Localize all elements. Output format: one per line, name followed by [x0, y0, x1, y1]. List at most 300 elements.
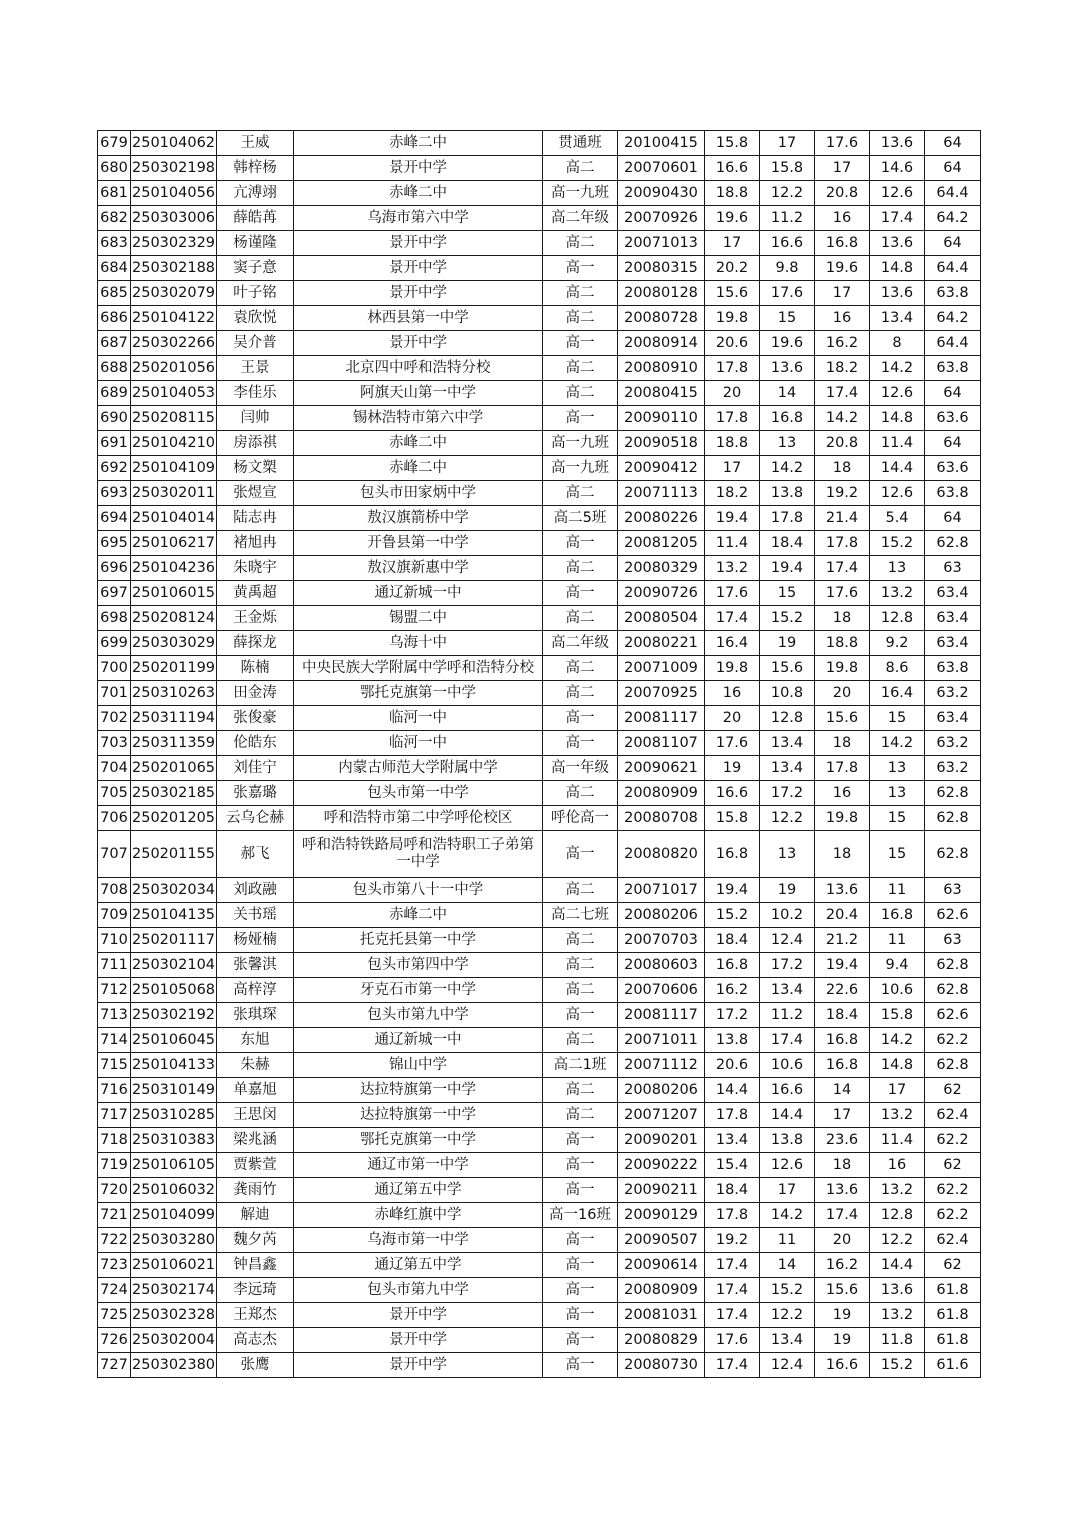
score-2-cell: 17.2 [760, 781, 815, 806]
score-1-cell: 17.8 [705, 1203, 760, 1228]
school-cell: 赤峰二中 [294, 181, 543, 206]
table-row [98, 1103, 981, 1128]
id-cell: 250106045 [131, 1028, 217, 1053]
id-cell: 250303006 [131, 206, 217, 231]
table-row [98, 1278, 981, 1303]
score-2-cell: 17 [760, 1178, 815, 1203]
birthdate-cell: 20080910 [618, 356, 705, 381]
score-1-cell: 17.6 [705, 731, 760, 756]
score-1-cell: 18.2 [705, 481, 760, 506]
id-cell: 250104062 [131, 131, 217, 156]
score-3-cell: 17.4 [815, 556, 870, 581]
score-3-cell: 21.2 [815, 928, 870, 953]
grade-cell: 高一 [543, 1228, 618, 1253]
score-1-cell: 17 [705, 456, 760, 481]
name-cell: 刘佳宁 [217, 756, 294, 781]
rank-cell: 705 [98, 781, 131, 806]
score-1-cell: 14.4 [705, 1078, 760, 1103]
id-cell: 250302104 [131, 953, 217, 978]
total-score-cell: 63.4 [925, 606, 981, 631]
score-2-cell: 13.6 [760, 356, 815, 381]
score-3-cell: 17.6 [815, 581, 870, 606]
score-1-cell: 11.4 [705, 531, 760, 556]
school-cell: 林西县第一中学 [294, 306, 543, 331]
table-row [98, 1153, 981, 1178]
grade-cell: 高一 [543, 256, 618, 281]
total-score-cell: 62 [925, 1253, 981, 1278]
id-cell: 250105068 [131, 978, 217, 1003]
name-cell: 吴介普 [217, 331, 294, 356]
table-row [98, 306, 981, 331]
name-cell: 伦皓东 [217, 731, 294, 756]
table-row [98, 831, 981, 878]
grade-cell: 高一16班 [543, 1203, 618, 1228]
birthdate-cell: 20070926 [618, 206, 705, 231]
score-4-cell: 13.6 [870, 131, 925, 156]
table-row [98, 506, 981, 531]
rank-cell: 702 [98, 706, 131, 731]
score-3-cell: 18.4 [815, 1003, 870, 1028]
id-cell: 250201199 [131, 656, 217, 681]
score-3-cell: 18 [815, 731, 870, 756]
name-cell: 王思闵 [217, 1103, 294, 1128]
table-row [98, 1078, 981, 1103]
rank-cell: 696 [98, 556, 131, 581]
score-1-cell: 19.6 [705, 206, 760, 231]
rank-cell: 685 [98, 281, 131, 306]
grade-cell: 高一 [543, 1178, 618, 1203]
total-score-cell: 62.2 [925, 1128, 981, 1153]
grade-cell: 高二年级 [543, 631, 618, 656]
total-score-cell: 62.2 [925, 1203, 981, 1228]
score-2-cell: 10.2 [760, 903, 815, 928]
school-cell: 敖汉旗新惠中学 [294, 556, 543, 581]
total-score-cell: 63.6 [925, 456, 981, 481]
name-cell: 云乌仑赫 [217, 806, 294, 831]
id-cell: 250302079 [131, 281, 217, 306]
id-cell: 250310383 [131, 1128, 217, 1153]
birthdate-cell: 20071013 [618, 231, 705, 256]
total-score-cell: 62.6 [925, 903, 981, 928]
total-score-cell: 63 [925, 878, 981, 903]
id-cell: 250208115 [131, 406, 217, 431]
school-cell: 景开中学 [294, 231, 543, 256]
score-3-cell: 13.6 [815, 878, 870, 903]
id-cell: 250302198 [131, 156, 217, 181]
score-1-cell: 17 [705, 231, 760, 256]
rank-cell: 681 [98, 181, 131, 206]
name-cell: 张馨淇 [217, 953, 294, 978]
total-score-cell: 64 [925, 431, 981, 456]
rank-cell: 716 [98, 1078, 131, 1103]
score-2-cell: 19 [760, 878, 815, 903]
rank-cell: 721 [98, 1203, 131, 1228]
score-4-cell: 12.2 [870, 1228, 925, 1253]
grade-cell: 高一 [543, 1253, 618, 1278]
score-3-cell: 19.2 [815, 481, 870, 506]
score-1-cell: 16.6 [705, 156, 760, 181]
school-cell: 景开中学 [294, 156, 543, 181]
total-score-cell: 63.8 [925, 656, 981, 681]
total-score-cell: 62.4 [925, 1103, 981, 1128]
name-cell: 窦子意 [217, 256, 294, 281]
table-row [98, 381, 981, 406]
score-4-cell: 11.8 [870, 1328, 925, 1353]
rank-cell: 701 [98, 681, 131, 706]
grade-cell: 高一 [543, 706, 618, 731]
score-3-cell: 17 [815, 281, 870, 306]
score-3-cell: 18 [815, 606, 870, 631]
score-3-cell: 16.2 [815, 331, 870, 356]
score-3-cell: 17.8 [815, 531, 870, 556]
rank-cell: 724 [98, 1278, 131, 1303]
score-3-cell: 17 [815, 156, 870, 181]
table-row [98, 331, 981, 356]
id-cell: 250201155 [131, 831, 217, 878]
score-4-cell: 13.6 [870, 231, 925, 256]
score-3-cell: 19.8 [815, 656, 870, 681]
total-score-cell: 63.2 [925, 756, 981, 781]
score-4-cell: 14.4 [870, 456, 925, 481]
school-cell: 达拉特旗第一中学 [294, 1103, 543, 1128]
birthdate-cell: 20090211 [618, 1178, 705, 1203]
birthdate-cell: 20081205 [618, 531, 705, 556]
score-2-cell: 13.4 [760, 756, 815, 781]
score-4-cell: 14.6 [870, 156, 925, 181]
table-row [98, 431, 981, 456]
score-4-cell: 13.2 [870, 1103, 925, 1128]
score-1-cell: 17.4 [705, 1278, 760, 1303]
school-cell: 通辽新城一中 [294, 1028, 543, 1053]
score-1-cell: 20.6 [705, 1053, 760, 1078]
birthdate-cell: 20100415 [618, 131, 705, 156]
id-cell: 250106015 [131, 581, 217, 606]
score-1-cell: 17.6 [705, 581, 760, 606]
score-4-cell: 8 [870, 331, 925, 356]
grade-cell: 高二 [543, 656, 618, 681]
score-4-cell: 14.8 [870, 406, 925, 431]
id-cell: 250201205 [131, 806, 217, 831]
name-cell: 高志杰 [217, 1328, 294, 1353]
table-row [98, 606, 981, 631]
rank-cell: 687 [98, 331, 131, 356]
name-cell: 朱晓宇 [217, 556, 294, 581]
id-cell: 250310263 [131, 681, 217, 706]
score-4-cell: 15 [870, 831, 925, 878]
score-3-cell: 23.6 [815, 1128, 870, 1153]
table-row [98, 131, 981, 156]
id-cell: 250104122 [131, 306, 217, 331]
birthdate-cell: 20080914 [618, 331, 705, 356]
rank-cell: 704 [98, 756, 131, 781]
name-cell: 刘政融 [217, 878, 294, 903]
birthdate-cell: 20080415 [618, 381, 705, 406]
name-cell: 王景 [217, 356, 294, 381]
score-2-cell: 13.4 [760, 1328, 815, 1353]
table-body [98, 131, 981, 1378]
id-cell: 250104210 [131, 431, 217, 456]
total-score-cell: 62 [925, 1078, 981, 1103]
table-row [98, 731, 981, 756]
rank-cell: 689 [98, 381, 131, 406]
grade-cell: 高一 [543, 1128, 618, 1153]
rank-cell: 699 [98, 631, 131, 656]
school-cell: 锡林浩特市第六中学 [294, 406, 543, 431]
score-3-cell: 18 [815, 1153, 870, 1178]
score-4-cell: 16.4 [870, 681, 925, 706]
rank-cell: 725 [98, 1303, 131, 1328]
score-4-cell: 13.2 [870, 1303, 925, 1328]
score-1-cell: 19.4 [705, 506, 760, 531]
score-1-cell: 20 [705, 706, 760, 731]
birthdate-cell: 20081107 [618, 731, 705, 756]
school-cell: 包头市第九中学 [294, 1278, 543, 1303]
score-1-cell: 16 [705, 681, 760, 706]
birthdate-cell: 20071112 [618, 1053, 705, 1078]
school-cell: 锡盟二中 [294, 606, 543, 631]
score-2-cell: 12.8 [760, 706, 815, 731]
score-4-cell: 11.4 [870, 1128, 925, 1153]
score-2-cell: 13 [760, 431, 815, 456]
rank-cell: 707 [98, 831, 131, 878]
school-cell: 包头市第九中学 [294, 1003, 543, 1028]
score-4-cell: 14.8 [870, 1053, 925, 1078]
score-4-cell: 13.6 [870, 1278, 925, 1303]
score-4-cell: 17.4 [870, 206, 925, 231]
score-2-cell: 14.4 [760, 1103, 815, 1128]
grade-cell: 高二 [543, 928, 618, 953]
id-cell: 250302034 [131, 878, 217, 903]
score-3-cell: 22.6 [815, 978, 870, 1003]
score-2-cell: 19 [760, 631, 815, 656]
grade-cell: 高二 [543, 281, 618, 306]
rank-cell: 726 [98, 1328, 131, 1353]
score-2-cell: 14 [760, 1253, 815, 1278]
school-cell: 包头市第四中学 [294, 953, 543, 978]
birthdate-cell: 20080128 [618, 281, 705, 306]
rank-cell: 703 [98, 731, 131, 756]
score-1-cell: 20.2 [705, 256, 760, 281]
name-cell: 关书瑶 [217, 903, 294, 928]
id-cell: 250303029 [131, 631, 217, 656]
rank-cell: 715 [98, 1053, 131, 1078]
birthdate-cell: 20080226 [618, 506, 705, 531]
name-cell: 亢溥翊 [217, 181, 294, 206]
grade-cell: 高一 [543, 1353, 618, 1378]
birthdate-cell: 20090621 [618, 756, 705, 781]
score-1-cell: 15.6 [705, 281, 760, 306]
total-score-cell: 63.4 [925, 631, 981, 656]
score-2-cell: 9.8 [760, 256, 815, 281]
score-1-cell: 17.4 [705, 1353, 760, 1378]
score-1-cell: 18.4 [705, 928, 760, 953]
grade-cell: 高一 [543, 1278, 618, 1303]
score-1-cell: 13.2 [705, 556, 760, 581]
score-1-cell: 17.8 [705, 1103, 760, 1128]
score-1-cell: 13.4 [705, 1128, 760, 1153]
score-4-cell: 13 [870, 781, 925, 806]
score-4-cell: 15.2 [870, 531, 925, 556]
table-row [98, 1003, 981, 1028]
rank-cell: 718 [98, 1128, 131, 1153]
school-cell: 临河一中 [294, 731, 543, 756]
birthdate-cell: 20071017 [618, 878, 705, 903]
total-score-cell: 64 [925, 381, 981, 406]
score-2-cell: 12.2 [760, 1303, 815, 1328]
score-2-cell: 13.4 [760, 978, 815, 1003]
rank-cell: 690 [98, 406, 131, 431]
score-3-cell: 17.4 [815, 381, 870, 406]
table-row [98, 356, 981, 381]
score-4-cell: 15.2 [870, 1353, 925, 1378]
score-1-cell: 20.6 [705, 331, 760, 356]
name-cell: 韩梓杨 [217, 156, 294, 181]
name-cell: 龚雨竹 [217, 1178, 294, 1203]
table-row [98, 903, 981, 928]
grade-cell: 高二 [543, 878, 618, 903]
id-cell: 250302011 [131, 481, 217, 506]
grade-cell: 高一 [543, 1003, 618, 1028]
school-cell: 通辽第五中学 [294, 1253, 543, 1278]
grade-cell: 高二 [543, 1028, 618, 1053]
name-cell: 薛皓苒 [217, 206, 294, 231]
school-cell: 开鲁县第一中学 [294, 531, 543, 556]
birthdate-cell: 20090201 [618, 1128, 705, 1153]
score-4-cell: 12.6 [870, 381, 925, 406]
score-2-cell: 12.4 [760, 928, 815, 953]
grade-cell: 高二 [543, 481, 618, 506]
score-4-cell: 5.4 [870, 506, 925, 531]
score-4-cell: 13.4 [870, 306, 925, 331]
table-row [98, 1253, 981, 1278]
grade-cell: 高一 [543, 831, 618, 878]
school-cell: 锦山中学 [294, 1053, 543, 1078]
name-cell: 贾紫萱 [217, 1153, 294, 1178]
id-cell: 250104133 [131, 1053, 217, 1078]
score-1-cell: 16.4 [705, 631, 760, 656]
score-3-cell: 14 [815, 1078, 870, 1103]
table-row [98, 656, 981, 681]
school-cell: 临河一中 [294, 706, 543, 731]
school-cell: 乌海市第六中学 [294, 206, 543, 231]
rank-cell: 682 [98, 206, 131, 231]
total-score-cell: 63 [925, 556, 981, 581]
score-1-cell: 19.2 [705, 1228, 760, 1253]
birthdate-cell: 20090726 [618, 581, 705, 606]
total-score-cell: 63.8 [925, 281, 981, 306]
id-cell: 250310285 [131, 1103, 217, 1128]
table-row [98, 878, 981, 903]
total-score-cell: 61.8 [925, 1278, 981, 1303]
table-row [98, 456, 981, 481]
grade-cell: 高一 [543, 1328, 618, 1353]
grade-cell: 高二 [543, 1078, 618, 1103]
score-2-cell: 16.6 [760, 231, 815, 256]
score-2-cell: 12.6 [760, 1153, 815, 1178]
birthdate-cell: 20080329 [618, 556, 705, 581]
table-row [98, 1228, 981, 1253]
score-3-cell: 16.6 [815, 1353, 870, 1378]
total-score-cell: 64.4 [925, 181, 981, 206]
id-cell: 250104109 [131, 456, 217, 481]
score-3-cell: 19.4 [815, 953, 870, 978]
total-score-cell: 63.8 [925, 481, 981, 506]
grade-cell: 呼伦高一 [543, 806, 618, 831]
score-2-cell: 14.2 [760, 456, 815, 481]
score-1-cell: 16.8 [705, 953, 760, 978]
score-3-cell: 19.8 [815, 806, 870, 831]
table-row [98, 531, 981, 556]
grade-cell: 高二 [543, 953, 618, 978]
grade-cell: 高二 [543, 781, 618, 806]
birthdate-cell: 20081117 [618, 706, 705, 731]
table-row [98, 181, 981, 206]
id-cell: 250303280 [131, 1228, 217, 1253]
score-3-cell: 15.6 [815, 1278, 870, 1303]
school-cell: 景开中学 [294, 1328, 543, 1353]
school-cell: 通辽第五中学 [294, 1178, 543, 1203]
id-cell: 250106105 [131, 1153, 217, 1178]
id-cell: 250302185 [131, 781, 217, 806]
score-1-cell: 17.4 [705, 606, 760, 631]
score-1-cell: 16.6 [705, 781, 760, 806]
total-score-cell: 62.8 [925, 531, 981, 556]
score-1-cell: 13.8 [705, 1028, 760, 1053]
school-cell: 通辽市第一中学 [294, 1153, 543, 1178]
rank-cell: 700 [98, 656, 131, 681]
table-row [98, 406, 981, 431]
table-row [98, 1353, 981, 1378]
birthdate-cell: 20080708 [618, 806, 705, 831]
birthdate-cell: 20080909 [618, 1278, 705, 1303]
birthdate-cell: 20090129 [618, 1203, 705, 1228]
score-2-cell: 11.2 [760, 1003, 815, 1028]
score-2-cell: 16.8 [760, 406, 815, 431]
school-cell: 鄂托克旗第一中学 [294, 1128, 543, 1153]
total-score-cell: 61.6 [925, 1353, 981, 1378]
table-row [98, 1028, 981, 1053]
name-cell: 张鹰 [217, 1353, 294, 1378]
birthdate-cell: 20070601 [618, 156, 705, 181]
grade-cell: 高二 [543, 381, 618, 406]
school-cell: 赤峰二中 [294, 431, 543, 456]
score-3-cell: 16 [815, 781, 870, 806]
score-3-cell: 17 [815, 1103, 870, 1128]
id-cell: 250310149 [131, 1078, 217, 1103]
score-4-cell: 13 [870, 556, 925, 581]
name-cell: 叶子铭 [217, 281, 294, 306]
score-2-cell: 13.8 [760, 481, 815, 506]
score-2-cell: 12.2 [760, 181, 815, 206]
birthdate-cell: 20090430 [618, 181, 705, 206]
score-4-cell: 16.8 [870, 903, 925, 928]
name-cell: 钟昌鑫 [217, 1253, 294, 1278]
score-2-cell: 13.8 [760, 1128, 815, 1153]
score-1-cell: 18.4 [705, 1178, 760, 1203]
score-1-cell: 15.8 [705, 131, 760, 156]
school-cell: 呼和浩特市第二中学呼伦校区 [294, 806, 543, 831]
name-cell: 单嘉旭 [217, 1078, 294, 1103]
id-cell: 250106021 [131, 1253, 217, 1278]
birthdate-cell: 20090412 [618, 456, 705, 481]
id-cell: 250302188 [131, 256, 217, 281]
birthdate-cell: 20080909 [618, 781, 705, 806]
score-3-cell: 18 [815, 831, 870, 878]
score-4-cell: 12.6 [870, 481, 925, 506]
id-cell: 250106032 [131, 1178, 217, 1203]
results-table [97, 130, 981, 1378]
score-4-cell: 12.6 [870, 181, 925, 206]
